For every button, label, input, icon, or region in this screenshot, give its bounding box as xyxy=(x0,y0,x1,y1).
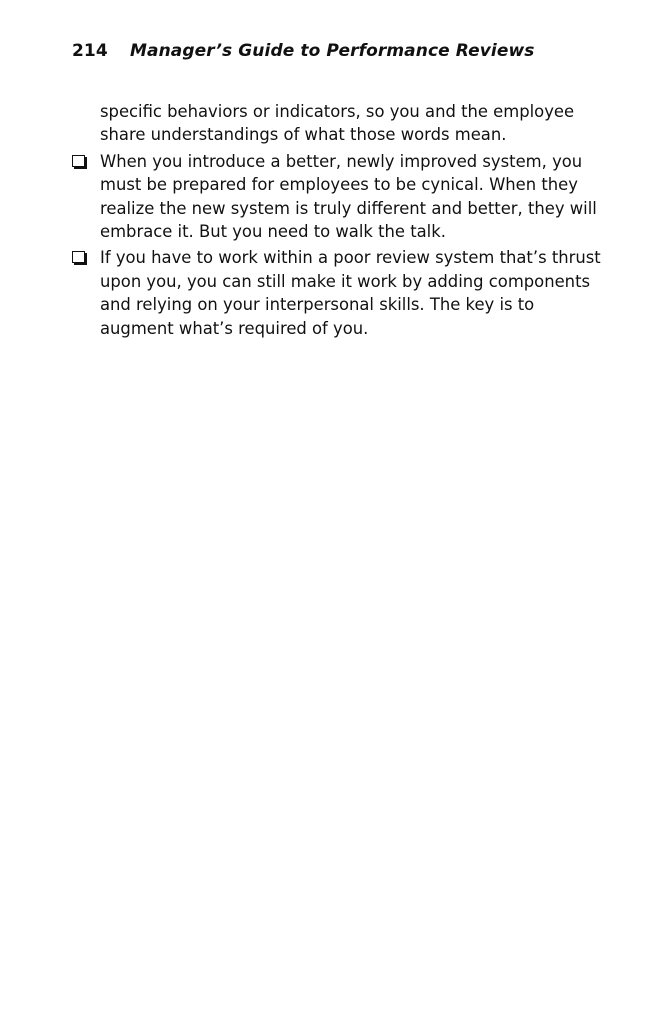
bullet-item xyxy=(72,150,602,244)
checkbox-icon xyxy=(72,155,85,167)
continuation-paragraph: specific behaviors or indicators, so you and the employee share understandings of what those words mean. xyxy=(100,102,575,145)
running-head xyxy=(72,41,535,61)
body-text xyxy=(72,100,602,343)
book-title: Manager’s Guide to Performance Reviews xyxy=(130,41,535,61)
page-number: 214 xyxy=(72,41,108,61)
bullet-item xyxy=(72,246,602,340)
checkbox-icon xyxy=(72,251,85,263)
bullet-text: If you have to work within a poor review system that’s thrust upon you, you can still make it work by adding components and relying on your interpersonal skills. The key is to augment what’s required of you. xyxy=(100,248,601,338)
bullet-text: When you introduce a better, newly improved system, you must be prepared for employees to be cynical. When they realize the new system is truly different and better, they will embrace it. But you need to walk the talk. xyxy=(100,151,597,242)
